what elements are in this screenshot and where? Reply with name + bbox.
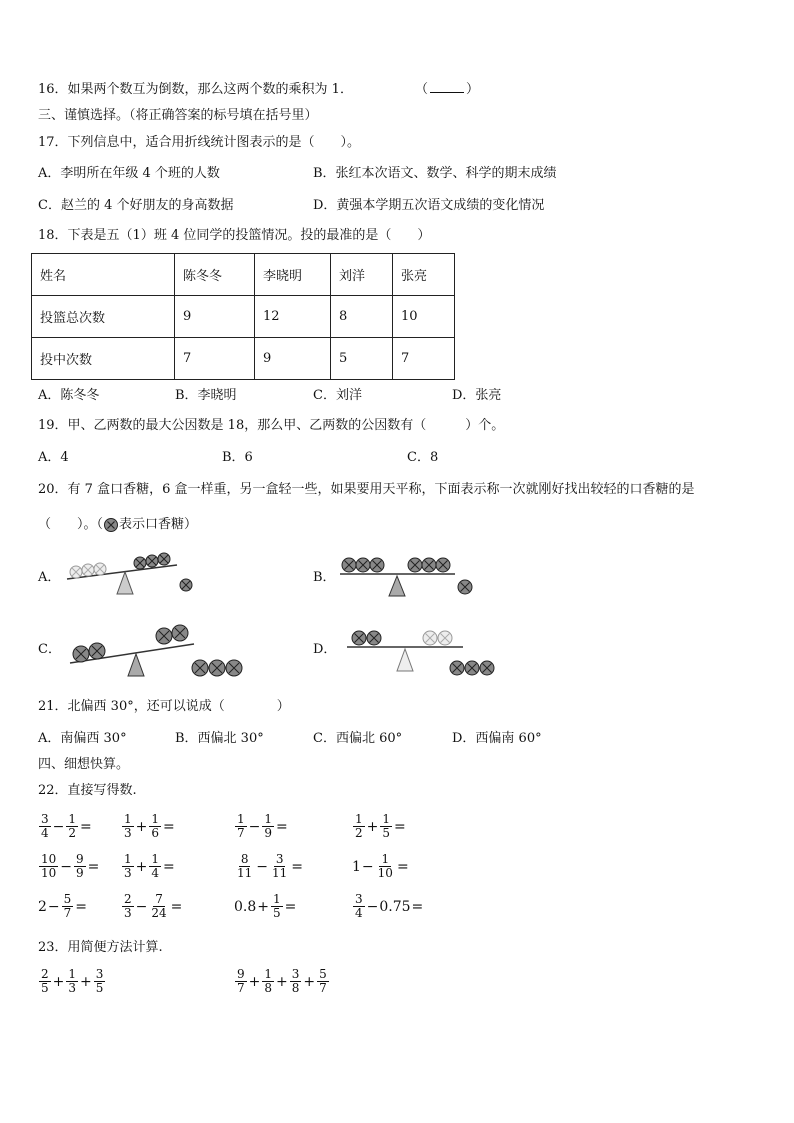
fraction-numerator: 5 [319, 967, 327, 981]
q18-option-a[interactable]: A．陈冬冬 [38, 388, 100, 403]
fraction-denominator: 4 [151, 866, 160, 880]
q17-stem: 17．下列信息中，适合用折线统计图表示的是（ ）。 [38, 135, 361, 150]
fraction-numerator: 3 [355, 892, 363, 906]
fraction-numerator: 9 [76, 852, 84, 866]
operator: + [257, 898, 269, 915]
q22-expression[interactable] [352, 813, 407, 840]
table-cell: 陈冬冬 [175, 254, 255, 296]
fraction [353, 893, 365, 920]
fraction-numerator: 1 [68, 967, 77, 981]
fraction [262, 813, 274, 840]
operator: + [248, 973, 261, 990]
operator: + [80, 973, 92, 990]
fraction-numerator: 3 [275, 852, 284, 866]
q20-option-b-label[interactable]: B． [313, 570, 336, 585]
operator: − [47, 898, 60, 915]
q23-expression[interactable] [38, 968, 106, 995]
q21-option-c[interactable]: C．西偏北 60° [313, 731, 403, 746]
fraction [94, 968, 106, 995]
fraction-denominator: 3 [124, 906, 132, 920]
operator: + [52, 973, 65, 990]
fraction [376, 853, 395, 880]
fraction [74, 853, 86, 880]
q16-text: 16．如果两个数互为倒数，那么这两个数的乘积为 1． [38, 82, 353, 97]
q22-expression[interactable] [121, 813, 176, 840]
operator: = [284, 898, 297, 915]
table-cell: 张亮 [393, 254, 455, 296]
q22-expression[interactable] [234, 893, 297, 920]
operator: = [276, 818, 288, 835]
fraction-denominator: 5 [41, 981, 49, 995]
operator: = [163, 818, 175, 835]
q17-option-d[interactable]: D．黄强本学期五次语文成绩的变化情况 [313, 198, 545, 213]
q23-expression[interactable] [234, 968, 330, 995]
operator: − [361, 858, 374, 875]
q17-option-c[interactable]: C．赵兰的 4 个好朋友的身高数据 [38, 198, 234, 213]
fraction-numerator: 1 [124, 812, 132, 826]
fraction-numerator: 2 [41, 967, 49, 981]
table-row [32, 338, 455, 380]
whole-number: 0.75 [379, 898, 411, 915]
operator: = [163, 858, 175, 875]
fraction-denominator: 5 [273, 906, 281, 920]
fraction-denominator: 9 [264, 826, 273, 840]
table-cell: 8 [331, 296, 393, 338]
operator: = [396, 858, 409, 875]
q17-option-b[interactable]: B．张红本次语文、数学、科学的期末成绩 [313, 166, 557, 181]
operator: = [394, 818, 406, 835]
fraction [66, 813, 78, 840]
fraction [122, 813, 134, 840]
table-cell: 9 [255, 338, 331, 380]
q18-option-b[interactable]: B．李晓明 [175, 388, 237, 403]
fraction-denominator: 5 [382, 826, 391, 840]
fraction-denominator: 6 [151, 826, 160, 840]
whole-number: 0.8 [234, 898, 257, 915]
operator: + [135, 818, 148, 835]
fraction [122, 893, 134, 920]
fraction-numerator: 3 [41, 812, 49, 826]
q23-stem: 23．用简便方法计算. [38, 940, 163, 955]
q22-expression[interactable] [352, 893, 424, 920]
table-row [32, 296, 455, 338]
fraction-denominator: 24 [151, 906, 167, 920]
table-cell: 7 [393, 338, 455, 380]
fraction-numerator: 7 [155, 892, 163, 906]
fraction-denominator: 2 [68, 826, 77, 840]
fraction-numerator: 1 [124, 852, 132, 866]
operator: = [411, 898, 424, 915]
shooting-table [31, 253, 455, 380]
section-3-heading: 三、谨慎选择。（将正确答案的标号填在括号里） [38, 108, 318, 123]
q18-stem: 18．下表是五（1）班 4 位同学的投篮情况。投的最准的是（ ） [38, 228, 431, 243]
fraction [39, 968, 51, 995]
table-cell: 5 [331, 338, 393, 380]
table-cell: 投篮总次数 [32, 296, 175, 338]
balance-scale-icon-d[interactable] [343, 622, 508, 680]
fraction [235, 853, 254, 880]
operator: = [80, 818, 92, 835]
fraction-denominator: 3 [124, 826, 132, 840]
operator: − [248, 818, 261, 835]
fraction-denominator: 2 [355, 826, 363, 840]
whole-number: 1 [352, 858, 361, 875]
operator: = [87, 858, 100, 875]
table-cell: 10 [393, 296, 455, 338]
table-row [32, 254, 455, 296]
fraction [66, 968, 78, 995]
table-cell: 投中次数 [32, 338, 175, 380]
fraction [290, 968, 302, 995]
q22-expression[interactable] [38, 813, 93, 840]
fraction-numerator: 1 [237, 812, 245, 826]
fraction [262, 968, 274, 995]
operator: + [303, 973, 316, 990]
table-cell: 刘洋 [331, 254, 393, 296]
fraction-denominator: 3 [124, 866, 132, 880]
table-cell: 李晓明 [255, 254, 331, 296]
q20-option-c-label[interactable]: C． [38, 642, 61, 657]
fraction [270, 853, 289, 880]
fraction [62, 893, 74, 920]
fraction-numerator: 10 [41, 852, 57, 866]
fraction [149, 853, 161, 880]
q19-option-b[interactable]: B．6 [222, 450, 253, 465]
fraction-denominator: 10 [377, 866, 393, 880]
fraction-numerator: 1 [151, 812, 160, 826]
fraction-denominator: 8 [264, 981, 273, 995]
fraction [122, 853, 134, 880]
fraction-numerator: 1 [264, 967, 273, 981]
fraction-denominator: 7 [237, 981, 245, 995]
fraction-numerator: 1 [68, 812, 77, 826]
fraction-denominator: 5 [95, 981, 104, 995]
q22-expression[interactable] [121, 893, 183, 920]
q22-expression[interactable] [352, 853, 410, 880]
q22-expression[interactable] [38, 853, 100, 880]
q17-option-a[interactable]: A．李明所在年级 4 个班的人数 [38, 166, 220, 181]
fraction-numerator: 2 [124, 892, 132, 906]
fraction-denominator: 7 [319, 981, 327, 995]
fraction [39, 813, 51, 840]
fraction-denominator: 4 [355, 906, 363, 920]
q20-option-a-label[interactable]: A． [38, 570, 61, 585]
q20-stem-2: （ ）。（ 表示口香糖） [38, 517, 198, 532]
fraction-numerator: 5 [63, 892, 72, 906]
q21-option-a[interactable]: A．南偏西 30° [38, 731, 127, 746]
fraction-numerator: 1 [264, 812, 273, 826]
operator: = [75, 898, 88, 915]
q22-expression[interactable] [234, 813, 289, 840]
fraction [149, 813, 161, 840]
q21-option-d[interactable]: D．西偏南 60° [452, 731, 542, 746]
fraction-numerator: 1 [355, 812, 363, 826]
operator: − [366, 898, 379, 915]
fraction-numerator: 9 [237, 967, 245, 981]
operator: − [135, 898, 148, 915]
operator: + [366, 818, 379, 835]
q22-stem: 22．直接写得数. [38, 783, 137, 798]
fraction-numerator: 1 [273, 892, 281, 906]
fraction [317, 968, 329, 995]
operator: − [52, 818, 65, 835]
fraction-denominator: 4 [41, 826, 49, 840]
fraction-denominator: 3 [68, 981, 77, 995]
fraction-denominator: 10 [41, 866, 57, 880]
fraction-numerator: 8 [240, 852, 249, 866]
q22-expression[interactable] [121, 853, 176, 880]
balance-scale-icon-b[interactable] [337, 548, 487, 600]
operator: − [60, 858, 73, 875]
operator: + [135, 858, 148, 875]
table-cell: 9 [175, 296, 255, 338]
q19-option-c[interactable]: C．8 [407, 450, 439, 465]
gum-icon [103, 517, 119, 533]
fraction-denominator: 8 [291, 981, 300, 995]
q19-option-a[interactable]: A．4 [38, 450, 69, 465]
operator: = [170, 898, 183, 915]
fraction-denominator: 9 [76, 866, 84, 880]
answer-blank[interactable] [430, 80, 464, 93]
fraction [271, 893, 283, 920]
q20-option-d-label[interactable]: D． [313, 642, 337, 657]
table-cell: 姓名 [32, 254, 175, 296]
operator: + [276, 973, 288, 990]
fraction-numerator: 1 [151, 852, 160, 866]
fraction-denominator: 11 [237, 866, 253, 880]
q21-stem: 21．北偏西 30°，还可以说成（ ） [38, 699, 290, 714]
q18-option-d[interactable]: D．张亮 [452, 388, 502, 403]
section-4-heading: 四、细想快算。 [38, 757, 130, 772]
fraction-numerator: 1 [382, 812, 391, 826]
fraction-numerator: 3 [95, 967, 104, 981]
fraction-denominator: 7 [237, 826, 245, 840]
q20-stem: 20．有 7 盒口香糖，6 盒一样重，另一盒轻一些，如果要用天平称，下面表示称一次就刚好找出较轻的口香糖的是 [38, 482, 695, 497]
q18-option-c[interactable]: C．刘洋 [313, 388, 362, 403]
fraction [235, 813, 247, 840]
operator: = [291, 858, 304, 875]
q19-stem: 19．甲、乙两数的最大公因数是 18，那么甲、乙两数的公因数有（ ）个。 [38, 418, 505, 433]
balance-scale-icon-c[interactable] [66, 620, 256, 680]
q21-option-b[interactable]: B．西偏北 30° [175, 731, 264, 746]
fraction [353, 813, 365, 840]
operator: − [256, 858, 269, 875]
fraction [235, 968, 247, 995]
whole-number: 2 [38, 898, 47, 915]
fraction [39, 853, 58, 880]
fraction-denominator: 11 [272, 866, 288, 880]
fraction-denominator: 7 [63, 906, 72, 920]
fraction [380, 813, 392, 840]
fraction [149, 893, 168, 920]
q16: 16．如果两个数互为倒数，那么这两个数的乘积为 1． （ ） [38, 82, 479, 97]
q22-expression[interactable] [234, 853, 304, 880]
fraction-numerator: 3 [291, 967, 300, 981]
q22-expression[interactable] [38, 893, 88, 920]
balance-scale-icon-a[interactable] [62, 545, 212, 600]
table-cell: 12 [255, 296, 331, 338]
fraction-numerator: 1 [381, 852, 390, 866]
table-cell: 7 [175, 338, 255, 380]
